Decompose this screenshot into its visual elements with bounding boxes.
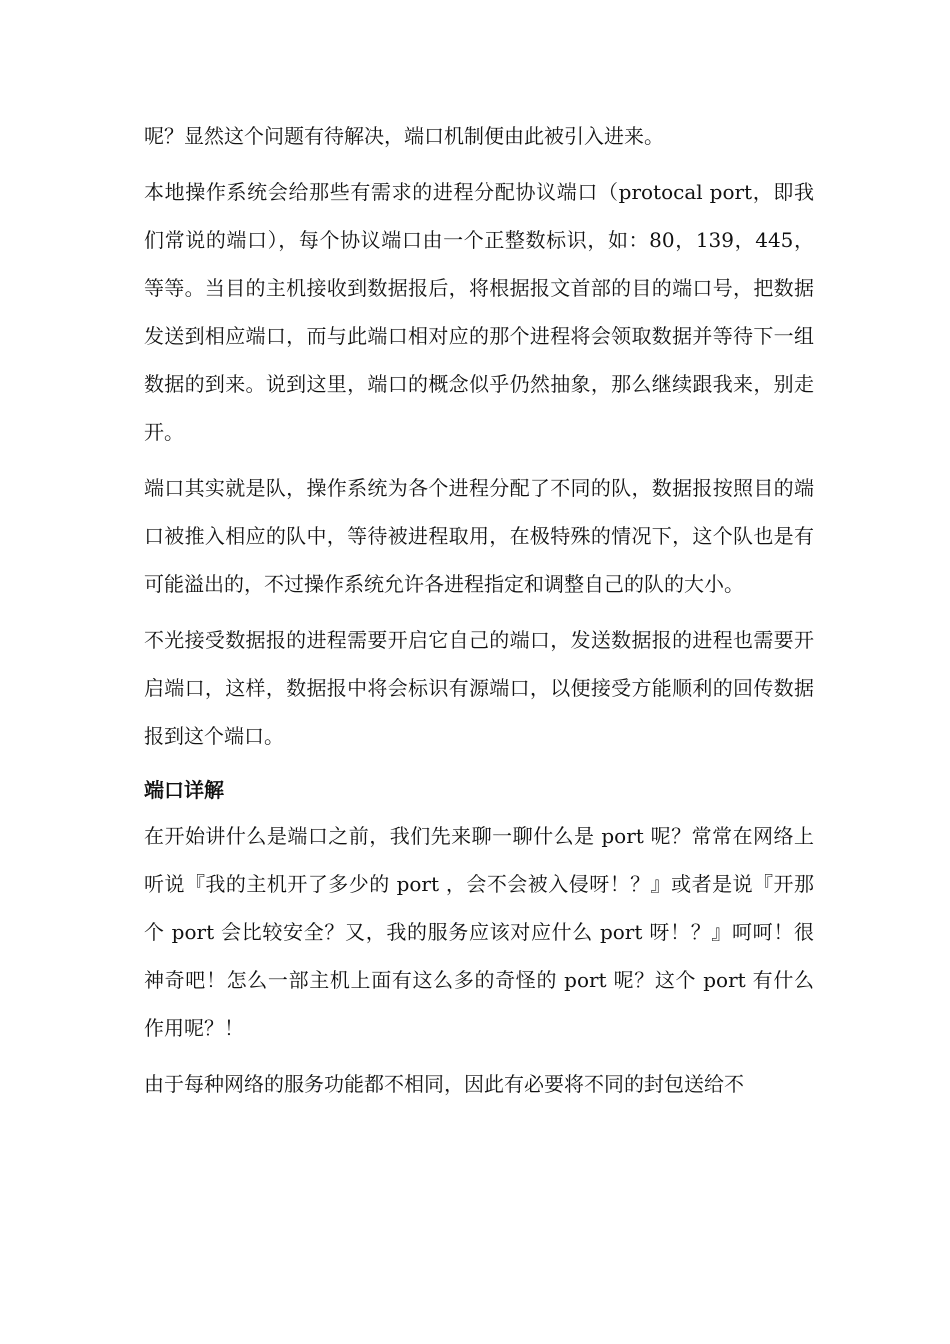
section-paragraph-1: 在开始讲什么是端口之前，我们先来聊一聊什么是 port 呢？常常在网络上听说『我的主机开了多少的 port ，会不会被入侵呀！？』或者是说『开那个 port 会比较安全？又，我的服务应该对应什么 port 呀！？』呵呵！很神奇吧！怎么一部主机上面有这么多的奇怪的 port 呢？这个 port 有什么作用呢？！	[144, 824, 814, 1040]
paragraph-4: 不光接受数据报的进程需要开启它自己的端口，发送数据报的进程也需要开启端口，这样，数据报中将会标识有源端口，以便接受方能顺利的回传数据报到这个端口。	[144, 628, 814, 748]
paragraph-2: 本地操作系统会给那些有需求的进程分配协议端口（protocal port，即我们常说的端口），每个协议端口由一个正整数标识，如：80，139，445，等等。当目的主机接收到数据报后，将根据报文首部的目的端口号，把数据发送到相应端口，而与此端口相对应的那个进程将会领取数据并等待下一组数据的到来。说到这里，端口的概念似乎仍然抽象，那么继续跟我来，别走开。	[144, 180, 814, 444]
section-heading: 端口详解	[144, 778, 224, 802]
paragraph-3: 端口其实就是队，操作系统为各个进程分配了不同的队，数据报按照目的端口被推入相应的队中，等待被进程取用，在极特殊的情况下，这个队也是有可能溢出的，不过操作系统允许各进程指定和调整自己的队的大小。	[144, 476, 814, 596]
document-page	[144, 112, 814, 1108]
paragraph-1: 呢？显然这个问题有待解决，端口机制便由此被引入进来。	[144, 124, 664, 148]
section-paragraph-2: 由于每种网络的服务功能都不相同，因此有必要将不同的封包送给不	[144, 1072, 744, 1096]
